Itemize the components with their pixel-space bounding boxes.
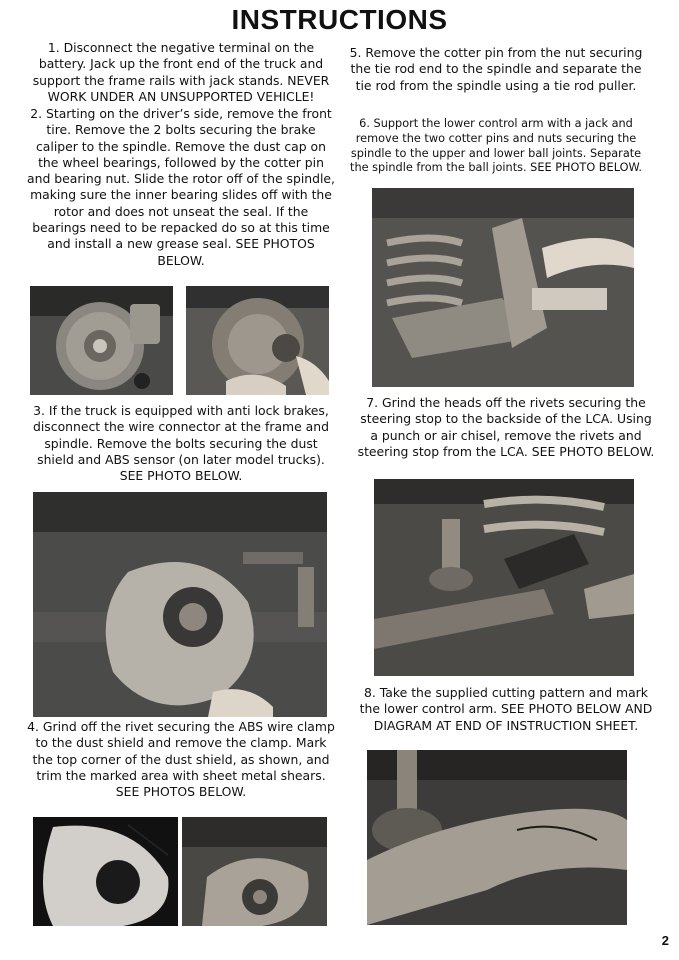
photo-steering-stop (374, 479, 634, 676)
photo-brake-rotor (30, 286, 173, 395)
step-4-text: 4. Grind off the rivet securing the ABS wire clamp to the dust shield and remove the clamp. Mark the top corner of the dust shield, as shown, and trim the marked area with sheet metal shears. SEE PHOTOS BELOW. (27, 719, 335, 800)
step-8-text: 8. Take the supplied cutting pattern and mark the lower control arm. SEE PHOTO BELOW AND DIAGRAM AT END OF INSTRUCTION SHEET. (359, 685, 653, 733)
page-number: 2 (661, 933, 669, 948)
photo-dust-shield-trimmed (182, 817, 327, 926)
page-title: INSTRUCTIONS (231, 4, 448, 35)
step-5-text: 5. Remove the cotter pin from the nut securing the tie rod end to the spindle and separate the tie rod from the spindle using a tie rod puller. (349, 45, 643, 93)
step-7-text: 7. Grind the heads off the rivets securing the steering stop to the backside of the LCA. Using a punch or air chisel, remove the rivets and steering stop from the LCA. SEE PHOTO BELOW. (357, 395, 655, 459)
step-1-text: 1. Disconnect the negative terminal on the battery. Jack up the front end of the truck and support the frame rails with jack stands. NEVER WORK UNDER AN UNSUPPORTED VEHICLE! (32, 40, 330, 104)
photo-dust-shield (33, 492, 327, 717)
step-6-text: 6. Support the lower control arm with a jack and remove the two cotter pins and nuts securing the spindle to the upper and lower ball joints. Separate the spindle from the ball joints. SEE PHOTO BELOW. (350, 117, 642, 175)
photo-cutting-pattern (367, 750, 627, 925)
photo-dust-shield-marked (33, 817, 178, 926)
step-2-text: 2. Starting on the driver’s side, remove the front tire. Remove the 2 bolts securing the brake caliper to the spindle. Remove the dust cap on the wheel bearings, followed by the cotter pin and bearing nut. Slide the rotor off of the spindle, making sure the inner bearing slides off with the rotor and does not unseat the seal. If the bearings need to be repacked do so at this time and install a new grease seal. SEE PHOTOS BELOW. (27, 106, 335, 268)
step-3-text: 3. If the truck is equipped with anti lock brakes, disconnect the wire connector at the frame and spindle. Remove the bolts securing the dust shield and ABS sensor (on later model trucks). SEE PHOTO BELOW. (33, 403, 329, 484)
photo-rotor-removal (186, 286, 329, 395)
photo-spindle-ball-joints (372, 188, 634, 387)
